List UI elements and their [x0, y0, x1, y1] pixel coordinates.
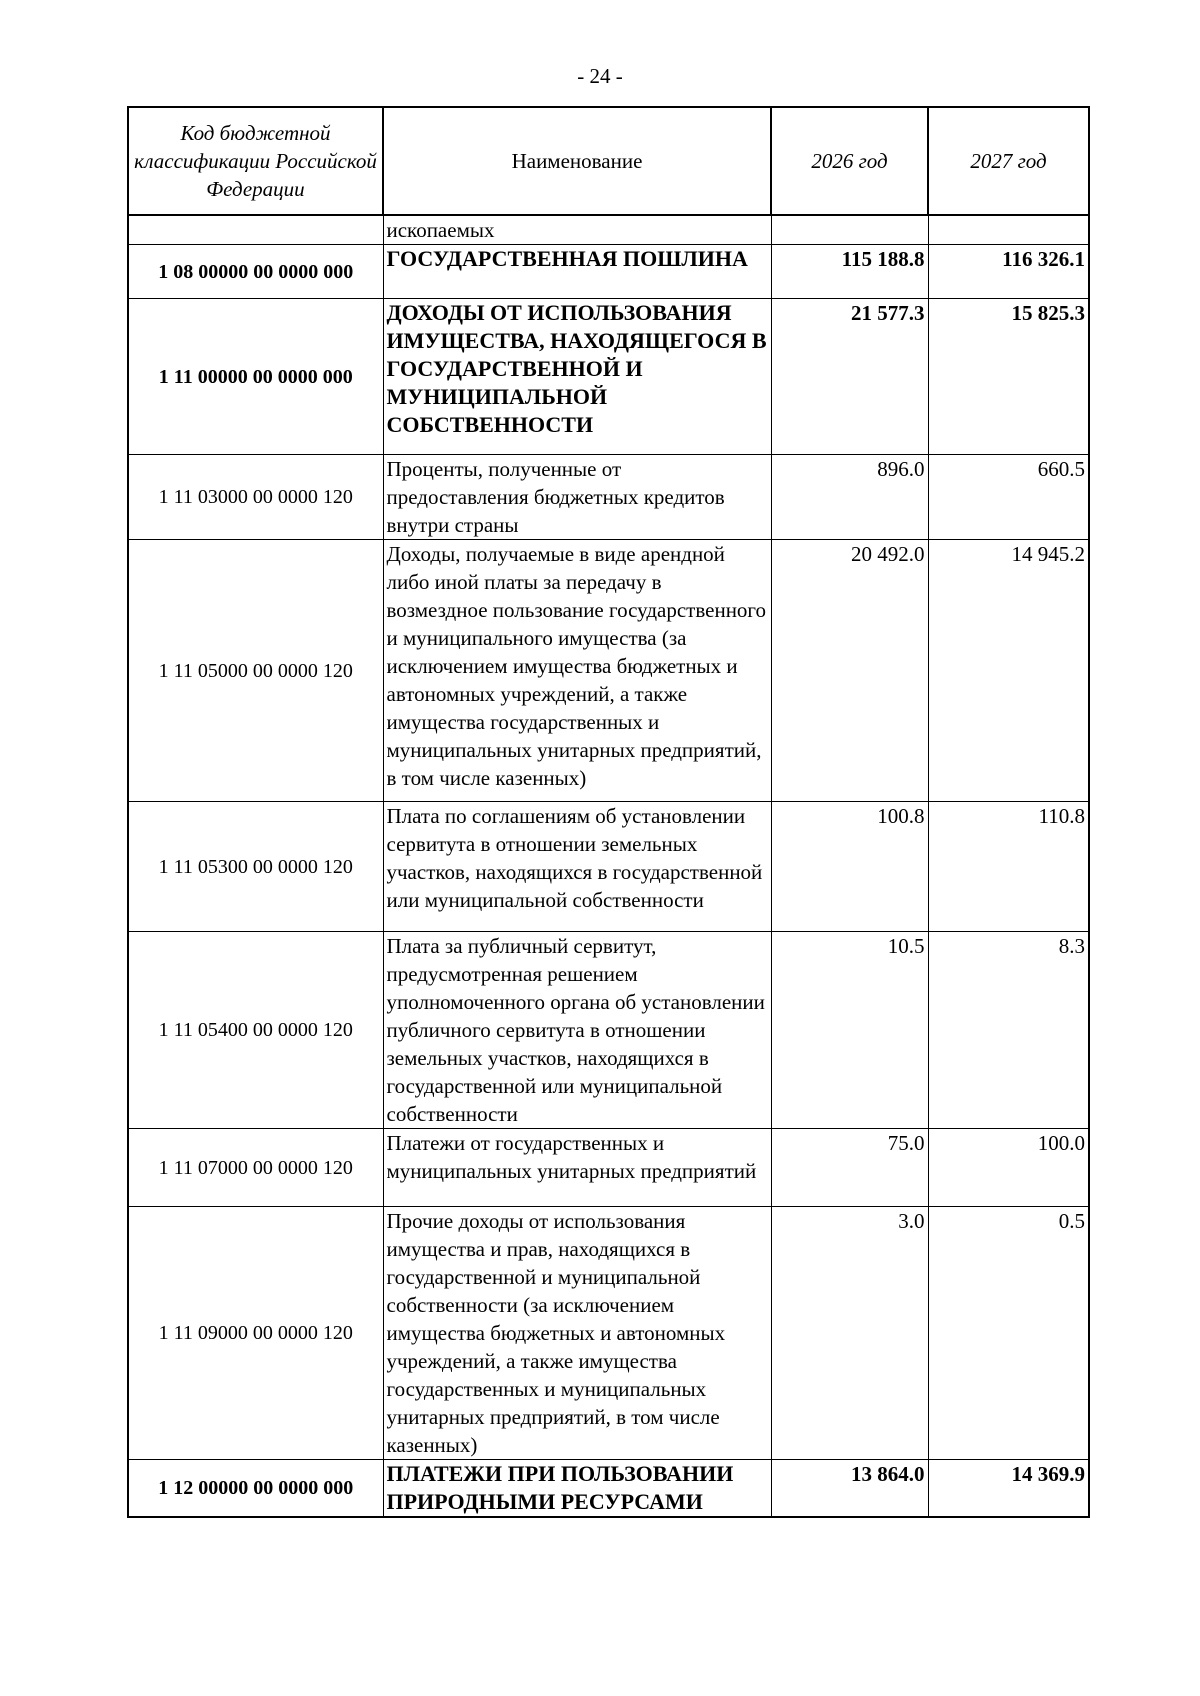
table-row — [128, 932, 1089, 1129]
page-number: - 24 - — [577, 64, 623, 88]
cell-name: Проценты, полученные от предоставления бюджетных кредитов внутри страны — [383, 455, 771, 540]
cell-2026: 896.0 — [771, 455, 928, 540]
table-row — [128, 1460, 1089, 1518]
cell-name: Доходы, получаемые в виде арендной либо иной платы за передачу в возмездное пользование государственного и муниципального имущества (за исключением имущества бюджетных и автономных учреждений, а также имущества государственных и муниципальных унитарных предприятий, в том числе казенных) — [383, 540, 771, 802]
cell-2026: 20 492.0 — [771, 540, 928, 802]
cell-2026 — [771, 215, 928, 245]
table-row — [128, 299, 1089, 455]
cell-code: 1 11 09000 00 0000 120 — [128, 1207, 383, 1460]
cell-name: Платежи от государственных и муниципальных унитарных предприятий — [383, 1129, 771, 1207]
table-body — [128, 215, 1089, 1517]
cell-2026: 3.0 — [771, 1207, 928, 1460]
cell-name: Прочие доходы от использования имущества и прав, находящихся в государственной и муниципальной собственности (за исключением имущества бюджетных и автономных учреждений, а также имущества государственных и муниципальных унитарных предприятий, в том числе казенных) — [383, 1207, 771, 1460]
table-row — [128, 802, 1089, 932]
cell-code: 1 11 05300 00 0000 120 — [128, 802, 383, 932]
cell-2026: 21 577.3 — [771, 299, 928, 455]
budget-table — [127, 106, 1090, 1518]
cell-2027: 14 369.9 — [928, 1460, 1089, 1518]
cell-code: 1 11 03000 00 0000 120 — [128, 455, 383, 540]
header-year-2027: 2027 год — [928, 107, 1089, 215]
cell-code: 1 11 05000 00 0000 120 — [128, 540, 383, 802]
cell-code: 1 11 05400 00 0000 120 — [128, 932, 383, 1129]
cell-name: Плата по соглашениям об установлении сервитута в отношении земельных участков, находящихся в государственной или муниципальной собственности — [383, 802, 771, 932]
table-row — [128, 245, 1089, 299]
header-year-2026: 2026 год — [771, 107, 928, 215]
table-row — [128, 540, 1089, 802]
cell-name: ГОСУДАРСТВЕННАЯ ПОШЛИНА — [383, 245, 771, 299]
cell-2026: 115 188.8 — [771, 245, 928, 299]
header-name: Наименование — [383, 107, 771, 215]
cell-2027: 15 825.3 — [928, 299, 1089, 455]
header-code: Код бюджетной классификации Российской Федерации — [128, 107, 383, 215]
cell-2027: 0.5 — [928, 1207, 1089, 1460]
cell-name: Плата за публичный сервитут, предусмотренная решением уполномоченного органа об установлении публичного сервитута в отношении земельных участков, находящихся в государственной или муниципальной собственности — [383, 932, 771, 1129]
cell-2027: 100.0 — [928, 1129, 1089, 1207]
cell-2027 — [928, 215, 1089, 245]
cell-2027: 116 326.1 — [928, 245, 1089, 299]
table-row — [128, 1129, 1089, 1207]
table-row — [128, 455, 1089, 540]
cell-2026: 75.0 — [771, 1129, 928, 1207]
table-row — [128, 1207, 1089, 1460]
cell-code: 1 11 07000 00 0000 120 — [128, 1129, 383, 1207]
table-header-row — [128, 107, 1089, 215]
cell-2027: 110.8 — [928, 802, 1089, 932]
cell-2027: 8.3 — [928, 932, 1089, 1129]
cell-2026: 13 864.0 — [771, 1460, 928, 1518]
cell-name: ДОХОДЫ ОТ ИСПОЛЬЗОВАНИЯ ИМУЩЕСТВА, НАХОДЯЩЕГОСЯ В ГОСУДАРСТВЕННОЙ И МУНИЦИПАЛЬНОЙ СОБСТВЕННОСТИ — [383, 299, 771, 455]
cell-code: 1 08 00000 00 0000 000 — [128, 245, 383, 299]
cell-code — [128, 215, 383, 245]
table-row — [128, 215, 1089, 245]
cell-name: ПЛАТЕЖИ ПРИ ПОЛЬЗОВАНИИ ПРИРОДНЫМИ РЕСУРСАМИ — [383, 1460, 771, 1518]
cell-name: ископаемых — [383, 215, 771, 245]
cell-code: 1 11 00000 00 0000 000 — [128, 299, 383, 455]
cell-2026: 100.8 — [771, 802, 928, 932]
cell-2027: 660.5 — [928, 455, 1089, 540]
cell-2026: 10.5 — [771, 932, 928, 1129]
cell-2027: 14 945.2 — [928, 540, 1089, 802]
cell-code: 1 12 00000 00 0000 000 — [128, 1460, 383, 1518]
